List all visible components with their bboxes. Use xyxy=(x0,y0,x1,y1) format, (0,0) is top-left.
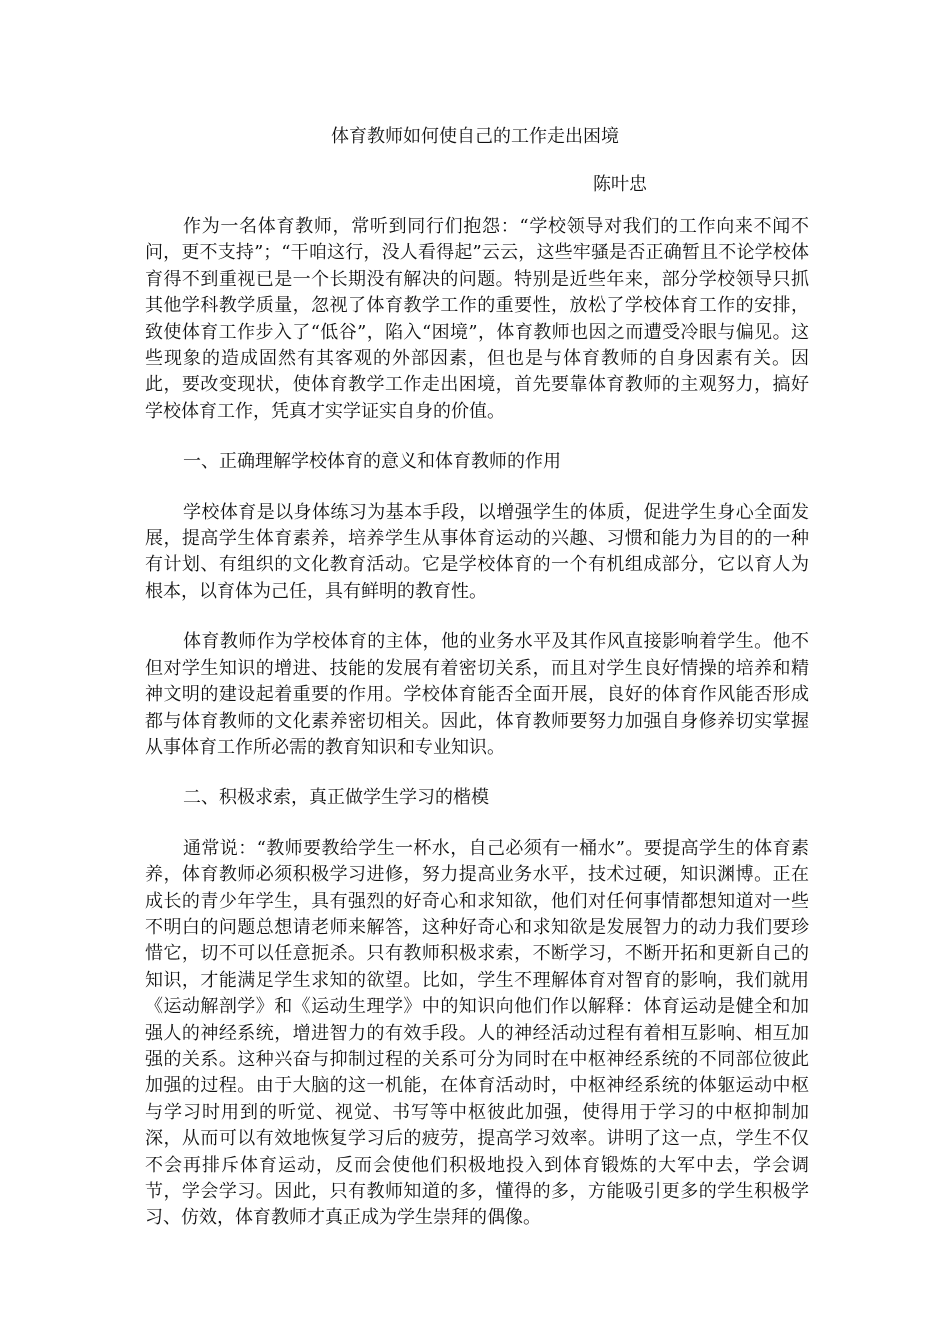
section-heading: 二、积极求索，真正做学生学习的楷模 xyxy=(183,787,489,809)
body-paragraph: 作为一名体育教师，常听到同行们抱怨：“学校领导对我们的工作向来不闻不问，更不支持”；“干咱这行，没人看得起”云云，这些牢骚是否正确暂且不论学校体育得不到重视已是一个长期没有解决的问题。特别是近些年来，部分学校领导只抓其他学科教学质量，忽视了体育教学工作的重要性，放松了学校体育工作的安排，致使体育工作步入了“低谷”，陷入“困境”，体育教师也因之而遭受冷眼与偏见。这些现象的造成固然有其客观的外部因素，但也是与体育教师的自身因素有关。因此，要改变现状，使体育教学工作走出困境，首先要靠体育教师的主观努力，搞好学校体育工作，凭真才实学证实自身的价值。 xyxy=(145,216,809,422)
section-heading: 一、正确理解学校体育的意义和体育教师的作用 xyxy=(183,451,561,473)
body-paragraph: 通常说：“教师要教给学生一杯水，自己必须有一桶水”。要提高学生的体育素养，体育教师必须积极学习进修，努力提高业务水平，技术过硬，知识渊博。正在成长的青少年学生，具有强烈的好奇心和求知欲，他们对任何事情都想知道对一些不明白的问题总想请老师来解答，这种好奇心和求知欲是发展智力的动力我们要珍惜它，切不可以任意扼杀。只有教师积极求索，不断学习，不断开拓和更新自己的知识，才能满足学生求知的欲望。比如，学生不理解体育对智育的影响，我们就用《运动解剖学》和《运动生理学》中的知识向他们作以解释：体育运动是健全和加强人的神经系统，增进智力的有效手段。人的神经活动过程有着相互影响、相互加强的关系。这种兴奋与抑制过程的关系可分为同时在中枢神经系统的不同部位彼此加强的过程。由于大脑的这一机能，在体育活动时，中枢神经系统的体躯运动中枢与学习时用到的听觉、视觉、书写等中枢彼此加强，使得用于学习的中枢抑制加深，从而可以有效地恢复学习后的疲劳，提高学习效率。讲明了这一点，学生不仅不会再排斥体育运动，反而会使他们积极地投入到体育锻炼的大军中去，学会调节，学会学习。因此，只有教师知道的多，懂得的多，方能吸引更多的学生积极学习、仿效，体育教师才真正成为学生崇拜的偶像。 xyxy=(145,837,809,1229)
body-paragraph: 学校体育是以身体练习为基本手段，以增强学生的体质，促进学生身心全面发展，提高学生体育素养，培养学生从事体育运动的兴趣、习惯和能力为目的的一种有计划、有组织的文化教育活动。它是学校体育的一个有机组成部分，它以育人为根本，以育体为己任，具有鲜明的教育性。 xyxy=(145,501,809,602)
document-body xyxy=(145,214,809,1256)
body-paragraph: 体育教师作为学校体育的主体，他的业务水平及其作风直接影响着学生。他不但对学生知识的增进、技能的发展有着密切关系，而且对学生良好情操的培养和精神文明的建设起着重要的作用。学校体育能否全面开展，良好的体育作风能否形成都与体育教师的文化素养密切相关。因此，体育教师要努力加强自身修养切实掌握从事体育工作所必需的教育知识和专业知识。 xyxy=(145,631,809,758)
document-title: 体育教师如何使自己的工作走出困境 xyxy=(331,126,619,147)
document-author: 陈叶忠 xyxy=(593,174,647,195)
